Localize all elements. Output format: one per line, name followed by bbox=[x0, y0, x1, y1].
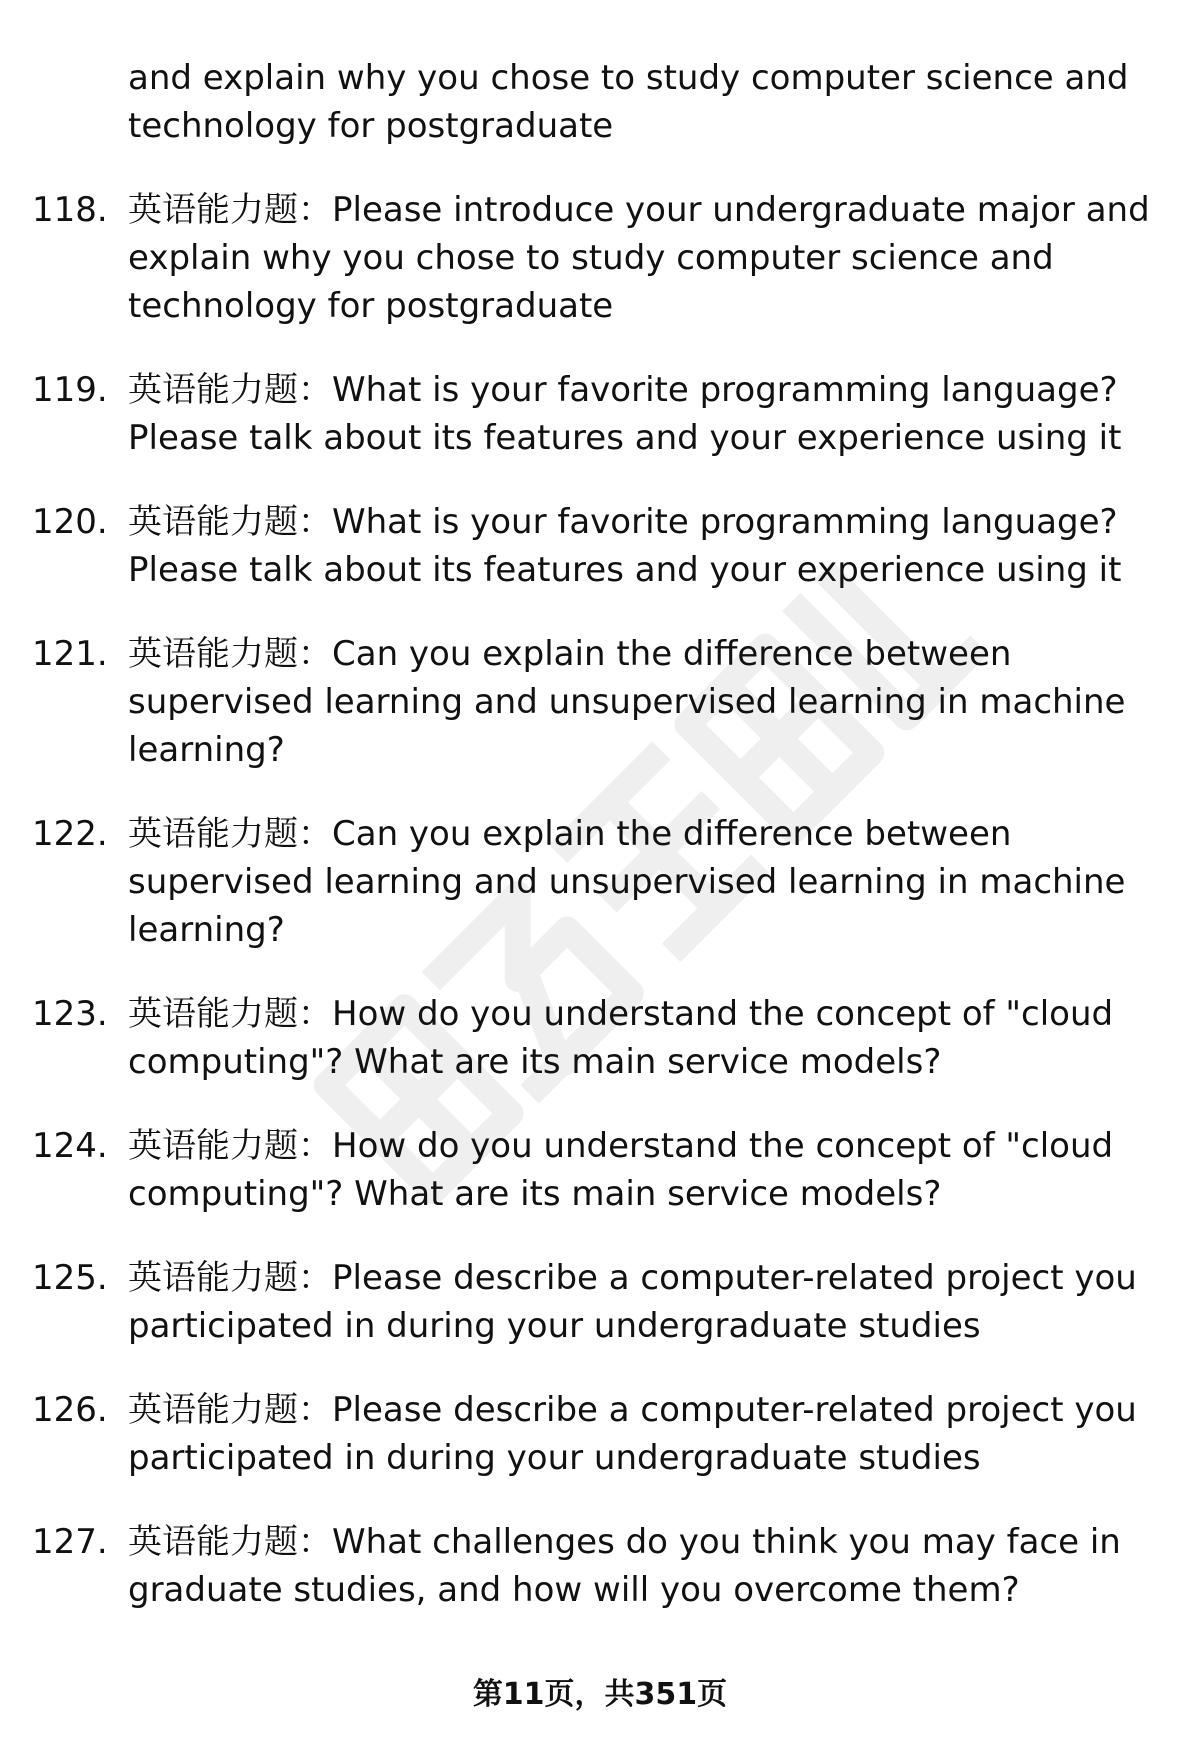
question-item bbox=[0, 630, 1158, 774]
question-text: 英语能力题：What is your favorite programming language? Please talk about its features and your experience using it bbox=[128, 370, 1122, 458]
question-number: 125. bbox=[32, 1258, 108, 1298]
question-number: 122. bbox=[32, 814, 108, 854]
question-text: 英语能力题：Can you explain the difference between supervised learning and unsupervised learning in machine learning? bbox=[128, 634, 1126, 770]
question-text: 英语能力题：Please introduce your undergraduate major and explain why you chose to study computer science and technology for postgraduate bbox=[128, 190, 1150, 326]
question-number: 120. bbox=[32, 502, 108, 542]
question-text: 英语能力题：Please describe a computer-related project you participated in during your undergraduate studies bbox=[128, 1258, 1137, 1346]
question-item bbox=[0, 810, 1158, 954]
question-item bbox=[0, 1122, 1158, 1218]
question-text: 英语能力题：How do you understand the concept of "cloud computing"? What are its main service models? bbox=[128, 994, 1114, 1082]
question-list bbox=[0, 54, 1200, 1614]
question-text: 英语能力题：Can you explain the difference between supervised learning and unsupervised learning in machine learning? bbox=[128, 814, 1126, 950]
question-text: 英语能力题：How do you understand the concept of "cloud computing"? What are its main service models? bbox=[128, 1126, 1114, 1214]
continued-question-text: and explain why you chose to study computer science and technology for postgraduate bbox=[128, 58, 1129, 146]
question-number: 119. bbox=[32, 370, 108, 410]
question-item bbox=[0, 186, 1158, 330]
question-number: 123. bbox=[32, 994, 108, 1034]
question-number: 118. bbox=[32, 190, 108, 230]
question-number: 127. bbox=[32, 1522, 108, 1562]
question-item bbox=[0, 498, 1158, 594]
question-item bbox=[0, 366, 1158, 462]
question-text: 英语能力题：Please describe a computer-related project you participated in during your undergraduate studies bbox=[128, 1390, 1137, 1478]
page-footer: 第11页，共351页 bbox=[472, 1677, 728, 1712]
question-text: 英语能力题：What is your favorite programming language? Please talk about its features and your experience using it bbox=[128, 502, 1122, 590]
question-item bbox=[0, 990, 1158, 1086]
question-item bbox=[0, 1386, 1158, 1482]
question-number: 121. bbox=[32, 634, 108, 674]
question-number: 124. bbox=[32, 1126, 108, 1166]
question-number: 126. bbox=[32, 1390, 108, 1430]
question-item bbox=[0, 1518, 1158, 1614]
question-item bbox=[0, 1254, 1158, 1350]
question-text: 英语能力题：What challenges do you think you may face in graduate studies, and how will you overcome them? bbox=[128, 1522, 1121, 1610]
